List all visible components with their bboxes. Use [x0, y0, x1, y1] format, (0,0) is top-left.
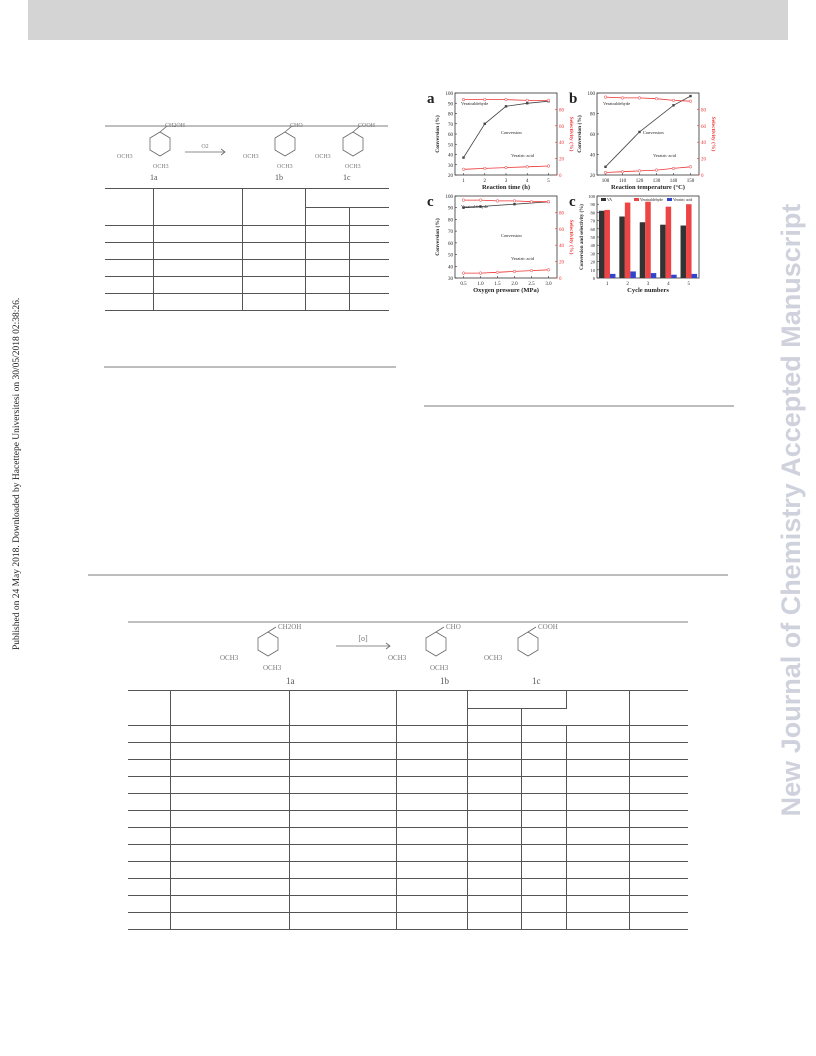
- small-1c-methoxy-1: OCH3: [315, 154, 331, 160]
- table-row: [105, 294, 389, 311]
- data-point: [638, 97, 641, 100]
- scheme-small: [105, 118, 395, 188]
- small-label-1b: 1b: [275, 173, 283, 182]
- panel-a-veratraldehyde-label: Veratraldehyde: [461, 101, 489, 106]
- table-row: [128, 879, 688, 896]
- data-point: [638, 131, 640, 133]
- data-point: [526, 166, 529, 169]
- data-point: [655, 169, 658, 172]
- panel-a-ylabel: Conversion (%): [435, 115, 441, 153]
- y-tick-label: 40: [590, 243, 595, 249]
- table-large: [128, 690, 688, 930]
- data-point: [496, 200, 499, 203]
- data-point: [513, 270, 516, 273]
- y2-tick-label: 80: [559, 108, 564, 114]
- large-label-1b: 1b: [440, 676, 449, 686]
- y-tick-label: 20: [590, 259, 595, 265]
- y2-tick-label: 0: [701, 174, 704, 179]
- data-point: [496, 271, 499, 274]
- bar: [666, 207, 672, 278]
- table-row: [128, 760, 688, 777]
- data-point: [479, 199, 482, 202]
- y-tick-label: 60: [590, 226, 595, 232]
- bar: [681, 226, 687, 278]
- y-tick-label: 40: [448, 265, 453, 271]
- data-point: [479, 272, 482, 275]
- figure-4-panels: [425, 88, 725, 318]
- panel-b-letter: b: [569, 91, 578, 107]
- panel-a-xlabel: Reaction time (h): [481, 184, 531, 191]
- data-point: [526, 102, 528, 104]
- x-tick-label: 5: [687, 282, 691, 287]
- x-tick-label: 150: [686, 179, 695, 184]
- x-tick-label: 140: [669, 179, 678, 184]
- bar: [651, 273, 657, 278]
- panel-b-veratraldehyde-label: Veratraldehyde: [603, 101, 631, 106]
- y2-tick-label: 80: [559, 211, 564, 217]
- small-1a-substituent: CH2OH: [165, 123, 186, 129]
- data-point: [689, 100, 692, 103]
- journal-header-bar: [28, 0, 788, 40]
- bar: [660, 225, 666, 278]
- y2-tick-label: 40: [701, 141, 706, 147]
- table-row: [128, 913, 688, 930]
- small-1c-substituent: COOH: [358, 123, 376, 129]
- table-small: [105, 188, 389, 311]
- panel-d-letter: c: [569, 194, 576, 210]
- table-row: [128, 811, 688, 828]
- large-1a-methoxy-2: OCH3: [263, 664, 282, 672]
- small-1c-methoxy-2: OCH3: [345, 164, 361, 170]
- x-tick-label: 3: [504, 179, 508, 184]
- panel-b-xlabel: Reaction temperature (°C): [611, 184, 685, 191]
- table-row: [128, 777, 688, 794]
- y-tick-label: 90: [448, 102, 453, 108]
- table-row: [128, 794, 688, 811]
- y-tick-label: 20: [590, 174, 595, 179]
- data-point: [604, 96, 607, 99]
- panel-a-acid-label: Veratric acid: [511, 153, 534, 158]
- small-1b-methoxy-1: OCH3: [243, 154, 259, 160]
- bar: [599, 211, 605, 278]
- data-point: [547, 165, 550, 168]
- x-tick-label: 120: [635, 179, 644, 184]
- table-row: [105, 277, 389, 294]
- panel-b-y2label: Selectivity (%): [710, 116, 716, 152]
- data-point: [484, 123, 486, 125]
- data-point: [672, 167, 675, 170]
- panel-c-veratraldehyde-label: Veratraldehyde: [461, 204, 489, 209]
- x-tick-label: 1: [462, 179, 465, 184]
- data-point: [505, 166, 508, 169]
- y-tick-label: 80: [448, 112, 453, 118]
- data-point: [547, 99, 550, 102]
- panel-c-conversion-label: Conversion: [500, 233, 522, 238]
- y-tick-label: 30: [448, 277, 453, 282]
- legend-label: Veratraldehyde: [640, 198, 663, 202]
- y-tick-label: 80: [590, 112, 595, 118]
- x-tick-label: 1: [605, 282, 609, 287]
- panel-b-conversion-label: Conversion: [642, 130, 664, 135]
- small-1b-substituent: CHO: [290, 123, 303, 129]
- panel-c-xlabel: Oxygen pressure (MPa): [473, 287, 539, 294]
- x-tick-label: 1.5: [494, 282, 501, 287]
- y-tick-label: 40: [448, 153, 453, 159]
- y2-tick-label: 60: [559, 227, 564, 233]
- bar: [692, 274, 698, 278]
- data-point: [689, 95, 691, 97]
- data-point: [505, 105, 507, 107]
- data-point: [638, 170, 641, 173]
- y-tick-label: 70: [448, 230, 453, 236]
- data-point: [462, 168, 465, 171]
- x-tick-label: 2: [626, 282, 629, 287]
- table-row: [128, 828, 688, 845]
- y-tick-label: 50: [448, 253, 453, 259]
- x-tick-label: 100: [601, 179, 610, 184]
- rule-full-width: [88, 574, 728, 576]
- y-tick-label: 60: [448, 133, 453, 138]
- small-label-1c: 1c: [343, 173, 351, 182]
- table-row: [128, 726, 688, 743]
- series-line-veratric-acid: [464, 270, 549, 273]
- data-point: [462, 272, 465, 275]
- y-tick-label: 20: [448, 174, 453, 179]
- watermark-text: New Journal of Chemistry Accepted Manuscript: [776, 203, 806, 817]
- x-tick-label: 1.0: [477, 282, 484, 287]
- x-tick-label: 2.5: [528, 282, 535, 287]
- data-point: [547, 269, 550, 272]
- x-tick-label: 130: [652, 179, 661, 184]
- x-tick-label: 2.0: [511, 282, 518, 287]
- watermark: [774, 140, 814, 880]
- legend-label: VA: [607, 198, 612, 202]
- y-tick-label: 100: [587, 92, 595, 97]
- y2-tick-label: 60: [701, 124, 706, 130]
- publication-notice-text: Published on 24 May 2018. Downloaded by Hacettepe Universitesi on 30/05/2018 02:38:26.: [12, 297, 22, 650]
- panel-c-acid-label: Veratric acid: [511, 256, 534, 261]
- y-tick-label: 50: [448, 143, 453, 149]
- y2-tick-label: 40: [559, 244, 564, 250]
- y2-tick-label: 20: [559, 157, 564, 163]
- x-tick-label: 3: [646, 282, 650, 287]
- legend-swatch: [634, 198, 639, 201]
- data-point: [526, 99, 529, 102]
- small-1b-methoxy-2: OCH3: [277, 164, 293, 170]
- y2-tick-label: 0: [559, 277, 562, 282]
- data-point: [530, 269, 533, 272]
- data-point: [672, 104, 674, 106]
- data-point: [655, 97, 658, 100]
- y2-tick-label: 80: [701, 108, 706, 114]
- x-tick-label: 0.5: [460, 282, 467, 287]
- panel-a-letter: a: [427, 91, 435, 107]
- data-point: [604, 171, 607, 174]
- y-tick-label: 10: [590, 267, 595, 273]
- rule-right-section: [424, 405, 734, 407]
- legend-label: Veratric acid: [673, 198, 693, 202]
- bar: [645, 202, 651, 278]
- data-point: [621, 170, 624, 173]
- panel-d-xlabel: Cycle numbers: [627, 287, 669, 294]
- legend-swatch: [667, 198, 672, 201]
- large-label-1c: 1c: [532, 676, 541, 686]
- large-1a-substituent: CH2OH: [278, 623, 302, 631]
- large-1b-methoxy-2: OCH3: [430, 664, 449, 672]
- x-tick-label: 2: [483, 179, 486, 184]
- data-point: [530, 200, 533, 203]
- table-row: [105, 243, 389, 260]
- small-1a-methoxy-2: OCH3: [153, 164, 169, 170]
- bar: [619, 217, 625, 279]
- y2-tick-label: 20: [701, 157, 706, 163]
- large-1a-methoxy-1: OCH3: [220, 654, 239, 662]
- x-tick-label: 4: [667, 282, 670, 287]
- series-line-veratric-acid: [606, 167, 691, 173]
- y-tick-label: 50: [590, 235, 595, 240]
- large-1c-methoxy: OCH3: [484, 654, 503, 662]
- scheme-large: [128, 620, 690, 690]
- large-1b-methoxy-1: OCH3: [388, 654, 407, 662]
- panel-b-acid-label: Veratric acid: [653, 153, 676, 158]
- data-point: [462, 199, 465, 202]
- large-1b-substituent: CHO: [446, 623, 461, 631]
- panel-c-ylabel: Conversion (%): [435, 218, 441, 256]
- y-tick-label: 30: [448, 163, 453, 169]
- data-point: [513, 203, 515, 205]
- panel-c-letter: c: [427, 194, 434, 210]
- y2-tick-label: 40: [559, 141, 564, 147]
- y-tick-label: 80: [448, 218, 453, 224]
- bar: [610, 274, 616, 278]
- y-tick-label: 30: [590, 251, 595, 257]
- y-tick-label: 90: [448, 206, 453, 212]
- data-point: [505, 98, 508, 101]
- x-tick-label: 5: [547, 179, 550, 184]
- y-tick-label: 80: [590, 210, 595, 216]
- x-tick-label: 110: [618, 179, 627, 184]
- y-tick-label: 0: [592, 276, 595, 281]
- bar: [671, 275, 677, 278]
- y2-tick-label: 0: [559, 174, 562, 179]
- large-1c-substituent: COOH: [538, 623, 558, 631]
- data-point: [483, 167, 486, 170]
- series-line-veratraldehyde: [464, 200, 549, 202]
- rule-left-section: [104, 366, 396, 368]
- x-tick-label: 3.0: [545, 282, 552, 287]
- bar: [604, 210, 610, 278]
- small-1a-methoxy-1: OCH3: [117, 154, 133, 160]
- table-row: [105, 260, 389, 277]
- panel-c-y2label: Selectivity (%): [568, 219, 574, 255]
- bar: [625, 203, 631, 278]
- data-point: [672, 99, 675, 102]
- data-point: [621, 97, 624, 100]
- table-row: [105, 226, 389, 243]
- bar: [640, 222, 646, 278]
- y-tick-label: 100: [445, 92, 453, 97]
- table-row: [128, 862, 688, 879]
- bar: [686, 204, 692, 278]
- panel-a-conversion-label: Conversion: [500, 130, 522, 135]
- data-point: [604, 166, 606, 168]
- x-tick-label: 4: [526, 179, 529, 184]
- y-tick-label: 100: [445, 195, 453, 200]
- data-point: [547, 200, 550, 203]
- panel-d-ylabel: Conversion and selectivity (%): [580, 204, 585, 270]
- y-tick-label: 60: [590, 133, 595, 138]
- table-row: [128, 896, 688, 913]
- small-reagent: O2: [201, 144, 209, 150]
- y-tick-label: 40: [590, 153, 595, 159]
- y-tick-label: 90: [590, 202, 595, 208]
- legend-swatch: [601, 198, 606, 201]
- table-row: [128, 743, 688, 760]
- large-reagent: [o]: [358, 634, 368, 643]
- y-tick-label: 60: [448, 241, 453, 247]
- y-tick-label: 70: [448, 122, 453, 128]
- table-row: [128, 845, 688, 862]
- y2-tick-label: 60: [559, 124, 564, 130]
- bar: [630, 271, 636, 278]
- data-point: [513, 200, 516, 203]
- publication-notice: [12, 150, 26, 650]
- panel-b-ylabel: Conversion (%): [577, 115, 583, 153]
- y-tick-label: 100: [588, 194, 595, 199]
- data-point: [462, 156, 464, 158]
- large-label-1a: 1a: [286, 676, 295, 686]
- panel-a-y2label: Selectivity (%): [568, 116, 574, 152]
- data-point: [689, 166, 692, 169]
- small-label-1a: 1a: [150, 173, 158, 182]
- y2-tick-label: 20: [559, 260, 564, 266]
- y-tick-label: 70: [590, 218, 595, 224]
